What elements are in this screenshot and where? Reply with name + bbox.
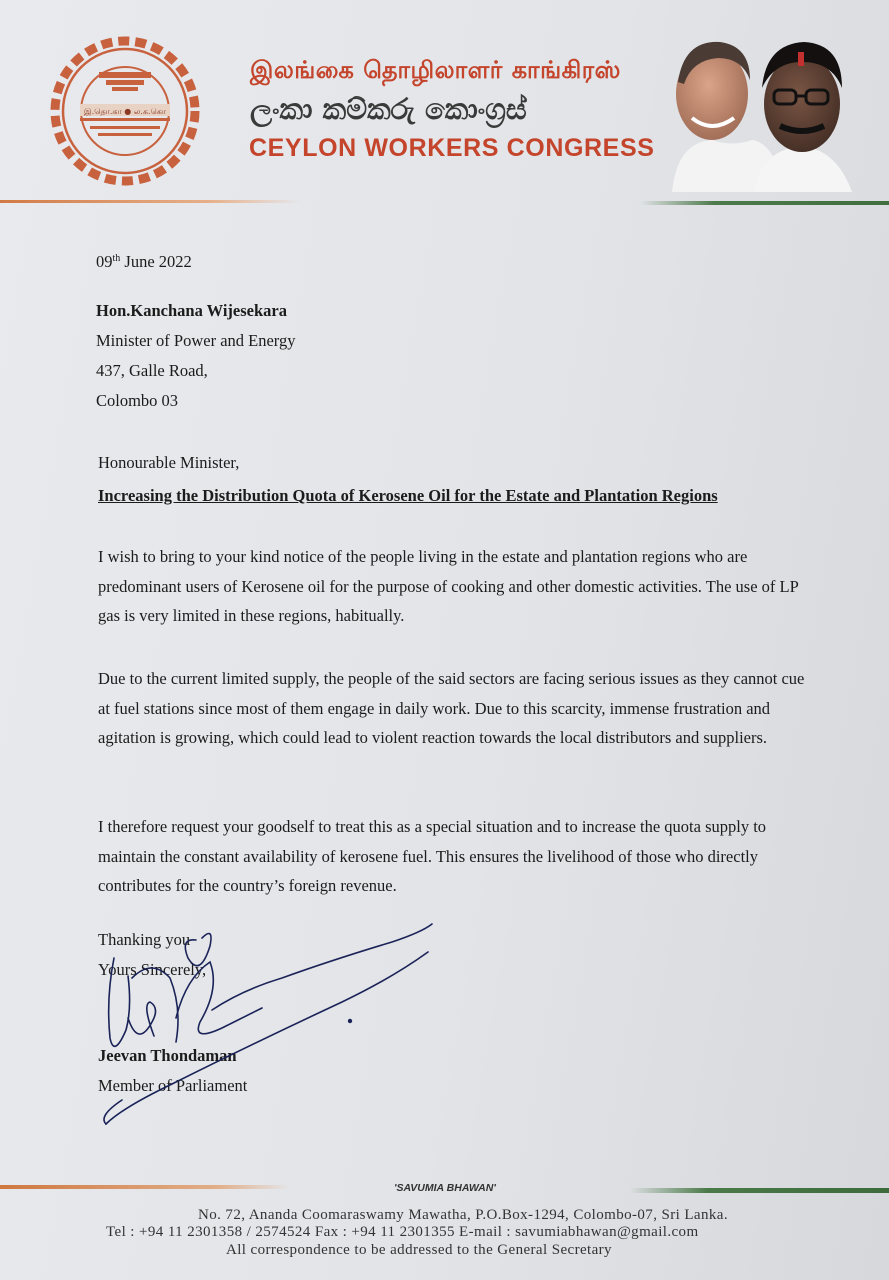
- signer-name: Jeevan Thondaman: [98, 1046, 237, 1065]
- two-leaders-portrait-icon: [662, 22, 862, 192]
- footer-note: All correspondence to be addressed to the General Secretary: [226, 1242, 612, 1258]
- header-divider-left: [0, 200, 300, 203]
- signer-title: Member of Parliament: [98, 1076, 248, 1095]
- body-paragraph: Due to the current limited supply, the people of the said sectors are facing serious issues as they cannot cue at fuel stations since most of them engage in daily work. Due to this scarcity, immense frustration and agitation is growing, which could lead to violent reaction towards the local distributors and suppliers.: [98, 669, 805, 747]
- salutation: Honourable Minister,: [98, 453, 240, 472]
- recipient-address: [96, 296, 296, 416]
- handwritten-signature-icon: [92, 918, 442, 1128]
- org-name-tamil: இலங்கை தொழிலாளர் காங்கிரஸ்: [250, 56, 621, 84]
- closing-thanks: Thanking you: [98, 930, 191, 949]
- header-divider-right: [640, 201, 889, 205]
- recipient-title: Minister of Power and Energy: [96, 331, 296, 350]
- footer-building-name: 'SAVUMIA BHAWAN': [394, 1182, 496, 1194]
- svg-text:இ.தொ.கா ● ல.க.கொ: இ.தொ.கா ● ல.க.கொ: [83, 107, 167, 116]
- recipient-name: Hon.Kanchana Wijesekara: [96, 301, 287, 320]
- recipient-address-line: 437, Galle Road,: [96, 361, 208, 380]
- footer-address: No. 72, Ananda Coomaraswamy Mawatha, P.O.Box-1294, Colombo-07, Sri Lanka.: [198, 1207, 728, 1223]
- letter-date: 09th June 2022: [96, 252, 192, 271]
- gear-emblem-icon: [44, 30, 206, 192]
- footer-divider-left: [0, 1185, 290, 1189]
- footer-contacts: Tel : +94 11 2301358 / 2574524 Fax : +94 11 2301355 E-mail : savumiabhawan@gmail.com: [106, 1224, 699, 1240]
- org-name-sinhala: ලංකා කම්කරු කොංග්‍රස්: [250, 92, 527, 126]
- letter-subject: Increasing the Distribution Quota of Kerosene Oil for the Estate and Plantation Regions: [98, 486, 718, 505]
- recipient-address-line: Colombo 03: [96, 391, 179, 410]
- org-name-english: CEYLON WORKERS CONGRESS: [249, 134, 655, 162]
- closing-sincerely: Yours Sincerely,: [98, 960, 207, 979]
- body-paragraph: I therefore request your goodself to treat this as a special situation and to increase the quota supply to maintain the constant availability of kerosene fuel. This ensures the livelihood of those who directly contributes for the country’s foreign revenue.: [98, 817, 767, 895]
- footer-divider-right: [630, 1188, 889, 1193]
- body-paragraph: I wish to bring to your kind notice of the people living in the estate and plantation regions who are predominant users of Kerosene oil for the purpose of cooking and other domestic activities. The use of LP gas is very limited in these regions, habitually.: [98, 547, 799, 625]
